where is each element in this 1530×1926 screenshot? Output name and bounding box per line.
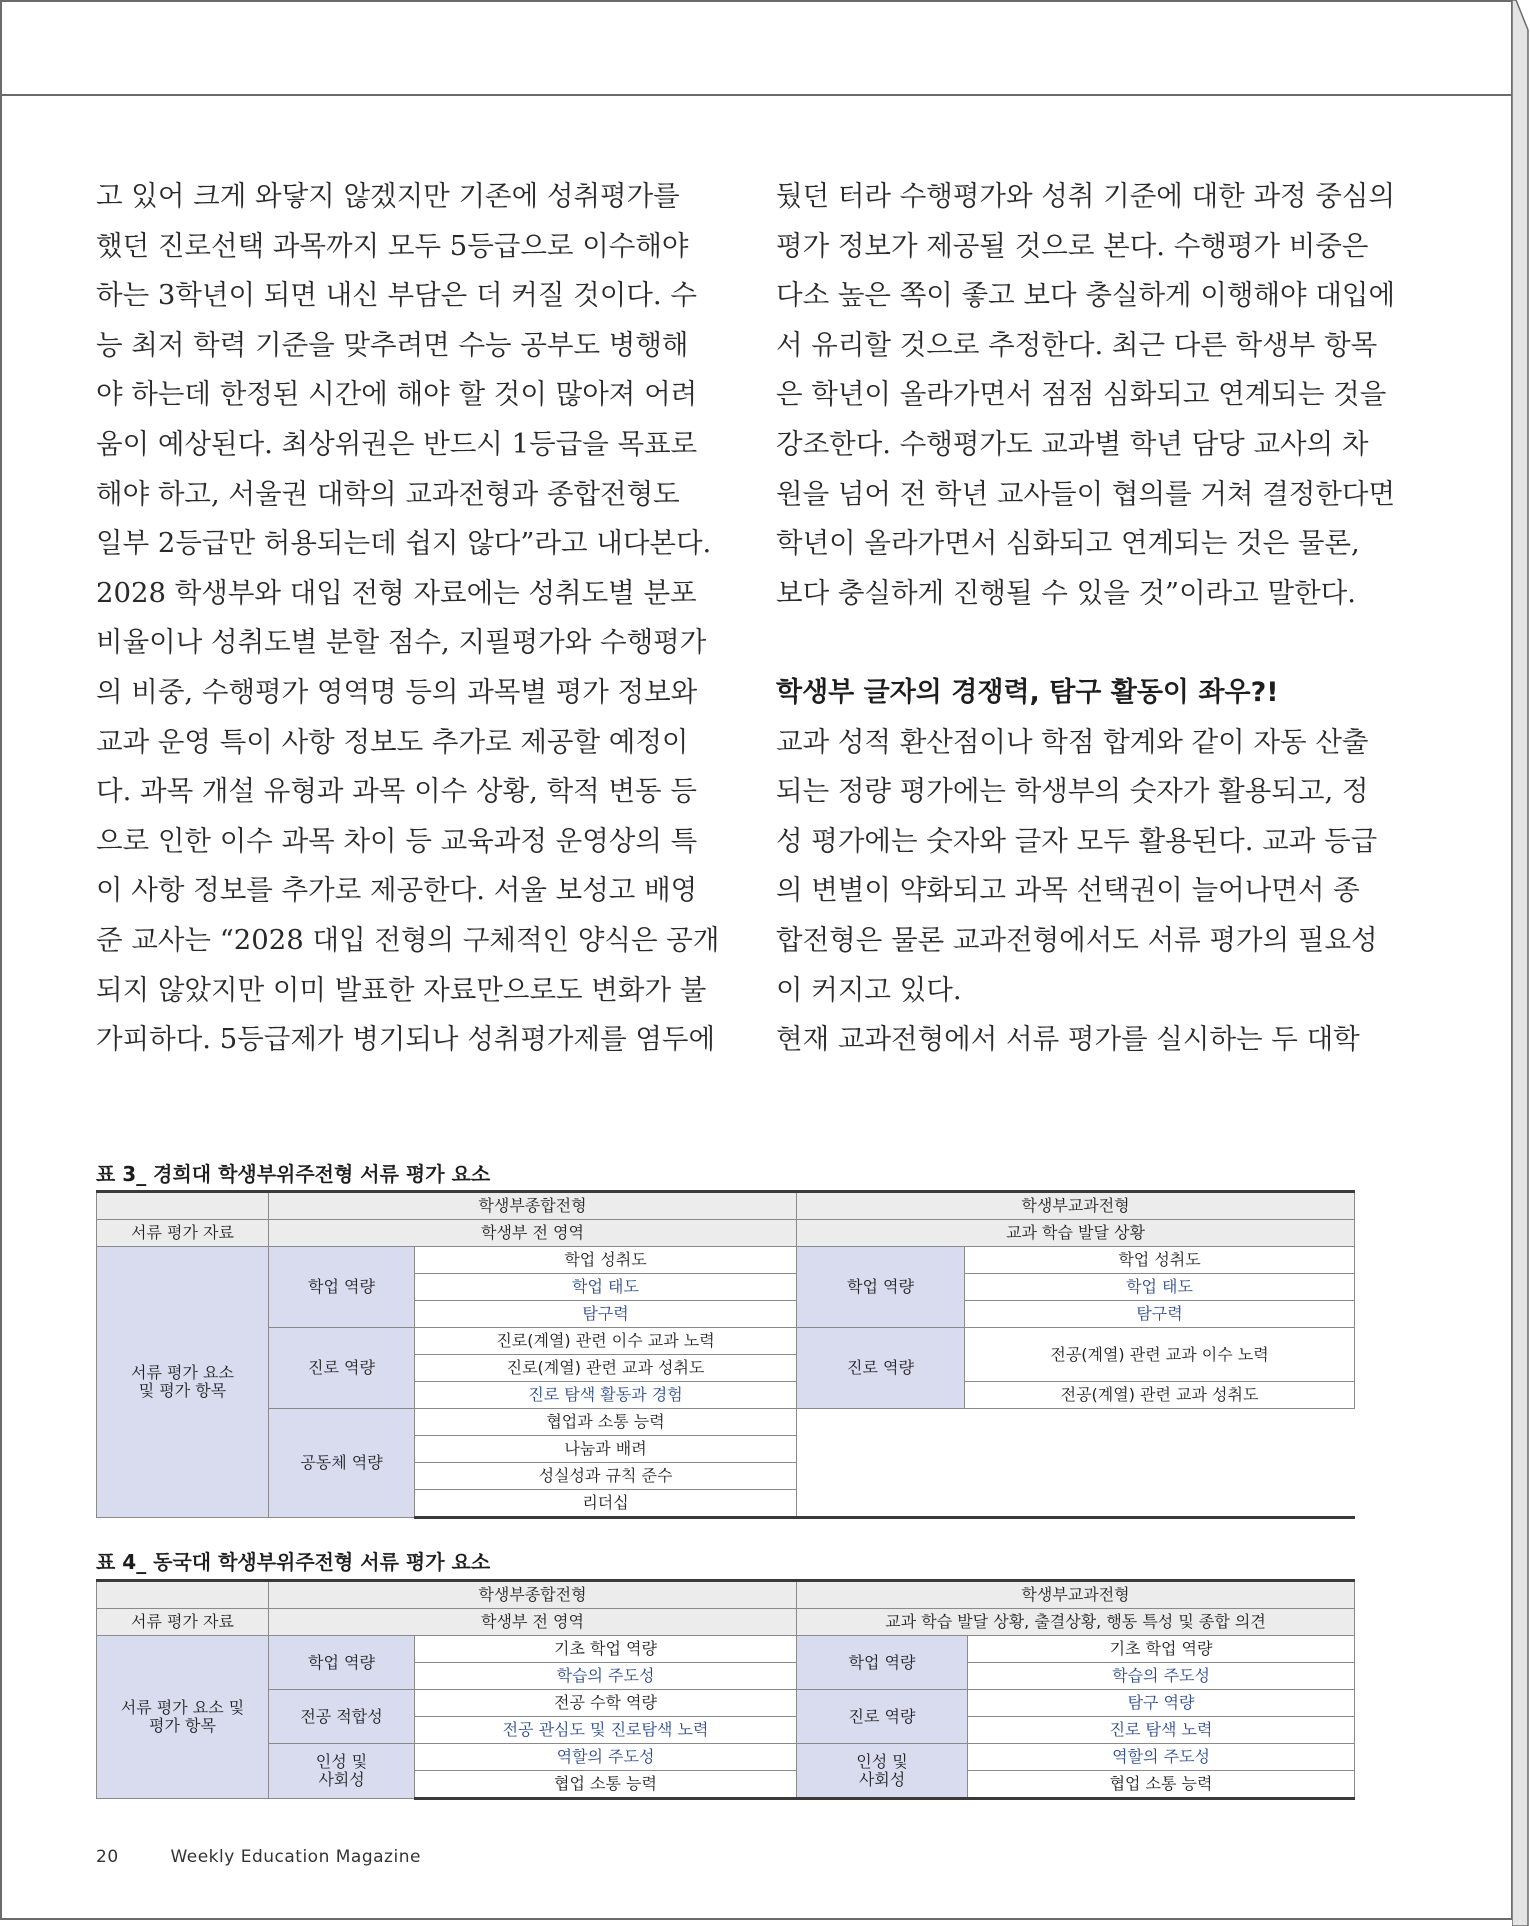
table3-cell: 진로(계열) 관련 교과 성취도 — [415, 1355, 797, 1382]
table3-row-elements-label: 서류 평가 요소 및 평가 항목 — [97, 1247, 269, 1518]
body-line: 뒀던 터라 수행평가와 성취 기준에 대한 과정 중심의 — [776, 180, 1396, 212]
table3-comp-academic: 학업 역량 — [269, 1247, 415, 1328]
body-line: 야 하는데 한정된 시간에 해야 할 것이 많아져 어려 — [96, 378, 698, 411]
page-curl-edge — [1512, 0, 1530, 1926]
table3-cell: 학업 성취도 — [415, 1247, 797, 1274]
table3-row-material-label: 서류 평가 자료 — [97, 1220, 269, 1247]
table3-cell-highlight: 진로 탐색 활동과 경험 — [415, 1382, 797, 1409]
table4-subj-career: 진로 역량 — [797, 1690, 968, 1744]
table4-cell-highlight: 전공 관심도 및 진로탐색 노력 — [415, 1717, 797, 1744]
table4-material-subject: 교과 학습 발달 상황, 출결상황, 행동 특성 및 종합 의견 — [797, 1609, 1355, 1636]
table4-cell-highlight: 학습의 주도성 — [968, 1663, 1355, 1690]
table3-cell: 전공(계열) 관련 교과 성취도 — [965, 1382, 1355, 1409]
body-line: 원을 넘어 전 학년 교사들이 협의를 거쳐 결정한다면 — [776, 477, 1396, 510]
table4-comp-major: 전공 적합성 — [269, 1690, 415, 1744]
table3-cell-highlight: 탐구력 — [415, 1301, 797, 1328]
body-line: 하는 3학년이 되면 내신 부담은 더 커질 것이다. 수 — [96, 279, 697, 312]
table3 — [96, 1190, 1355, 1519]
table4-row-elements-label: 서류 평가 요소 및 평가 항목 — [97, 1636, 269, 1799]
body-line: 성 평가에는 숫자와 글자 모두 활용된다. 교과 등급 — [776, 824, 1378, 857]
page-number: 20 — [96, 1847, 119, 1867]
body-line: 강조한다. 수행평가도 교과별 학년 담당 교사의 차 — [776, 427, 1369, 460]
table3-cell-highlight: 학업 태도 — [965, 1274, 1355, 1301]
table3-comp-career: 진로 역량 — [269, 1328, 415, 1409]
table3-subj-career: 진로 역량 — [797, 1328, 965, 1409]
body-line: 2028 학생부와 대입 전형 자료에는 성취도별 분포 — [96, 576, 697, 609]
body-line: 평가 정보가 제공될 것으로 본다. 수행평가 비중은 — [776, 229, 1369, 262]
body-line: 고 있어 크게 와닿지 않겠지만 기존에 성취평가를 — [96, 180, 680, 212]
table3-cell: 나눔과 배려 — [415, 1436, 797, 1463]
body-line: 보다 충실하게 진행될 수 있을 것”이라고 말한다. — [776, 576, 1356, 609]
body-line: 움이 예상된다. 최상위권은 반드시 1등급을 목표로 — [96, 427, 698, 460]
table3-cell: 학업 성취도 — [965, 1247, 1355, 1274]
table4-cell-highlight: 역할의 주도성 — [968, 1744, 1355, 1771]
body-line: 은 학년이 올라가면서 점점 심화되고 연계되는 것을 — [776, 378, 1387, 411]
body-line: 으로 인한 이수 과목 차이 등 교육과정 운영상의 특 — [96, 824, 698, 857]
body-line: 의 변별이 약화되고 과목 선택권이 늘어나면서 종 — [776, 874, 1360, 907]
table4-comp-academic: 학업 역량 — [269, 1636, 415, 1690]
table3-cell: 진로(계열) 관련 이수 교과 노력 — [415, 1328, 797, 1355]
table3-cell: 성실성과 규칙 준수 — [415, 1463, 797, 1490]
table3-cell: 협업과 소통 능력 — [415, 1409, 797, 1436]
table3-cell-highlight: 탐구력 — [965, 1301, 1355, 1328]
table4-cell-highlight: 학습의 주도성 — [415, 1663, 797, 1690]
body-line: 일부 2등급만 허용되는데 쉽지 않다”라고 내다본다. — [96, 527, 712, 560]
body-line: 현재 교과전형에서 서류 평가를 실시하는 두 대학 — [776, 1023, 1360, 1056]
table4-material-comprehensive: 학생부 전 영역 — [269, 1609, 797, 1636]
table3-cell-highlight: 학업 태도 — [415, 1274, 797, 1301]
body-line: 다. 과목 개설 유형과 과목 이수 상황, 학적 변동 등 — [96, 775, 697, 808]
right-text-column — [776, 172, 1396, 1065]
table4-cell-highlight: 역할의 주도성 — [415, 1744, 797, 1771]
body-line: 가피하다. 5등급제가 병기되나 성취평가제를 염두에 — [96, 1023, 716, 1056]
left-text-column — [96, 172, 720, 1065]
top-rule — [0, 94, 1513, 96]
publication-name: Weekly Education Magazine — [170, 1847, 421, 1867]
table4-row-material-label: 서류 평가 자료 — [97, 1609, 269, 1636]
body-line: 해야 하고, 서울권 대학의 교과전형과 종합전형도 — [96, 477, 680, 510]
table4-cell: 전공 수학 역량 — [415, 1690, 797, 1717]
table3-header-comprehensive: 학생부종합전형 — [269, 1192, 797, 1220]
body-line: 의 비중, 수행평가 영역명 등의 과목별 평가 정보와 — [96, 675, 698, 708]
table4-cell-highlight: 진로 탐색 노력 — [968, 1717, 1355, 1744]
table3-material-comprehensive: 학생부 전 영역 — [269, 1220, 797, 1247]
table3-corner — [97, 1192, 269, 1220]
table4-cell: 협업 소통 능력 — [968, 1771, 1355, 1799]
table4 — [96, 1579, 1355, 1800]
body-line: 되지 않았지만 이미 발표한 자료만으로도 변화가 불 — [96, 973, 707, 1006]
body-line: 능 최저 학력 기준을 맞추려면 수능 공부도 병행해 — [96, 328, 689, 361]
table4-corner — [97, 1581, 269, 1609]
page-footer — [96, 1847, 421, 1867]
body-line: 비율이나 성취도별 분할 점수, 지필평가와 수행평가 — [96, 626, 707, 659]
body-line: 이 사항 정보를 추가로 제공한다. 서울 보성고 배영 — [96, 874, 698, 907]
table4-cell: 기초 학업 역량 — [415, 1636, 797, 1663]
table4-subj-academic: 학업 역량 — [797, 1636, 968, 1690]
body-line: 다소 높은 쪽이 좋고 보다 충실하게 이행해야 대입에 — [776, 279, 1396, 312]
table3-header-subject: 학생부교과전형 — [797, 1192, 1355, 1220]
body-line: 합전형은 물론 교과전형에서도 서류 평가의 필요성 — [776, 923, 1378, 956]
table4-cell: 기초 학업 역량 — [968, 1636, 1355, 1663]
body-line: 서 유리할 것으로 추정한다. 최근 다른 학생부 항목 — [776, 328, 1378, 361]
table4-cell-highlight: 탐구 역량 — [968, 1690, 1355, 1717]
body-line: 되는 정량 평가에는 학생부의 숫자가 활용되고, 정 — [776, 775, 1369, 808]
table3-material-subject: 교과 학습 발달 상황 — [797, 1220, 1355, 1247]
table4-comp-character: 인성 및 사회성 — [269, 1744, 415, 1799]
body-line: 이 커지고 있다. — [776, 973, 962, 1006]
table3-title: 표 3_ 경희대 학생부위주전형 서류 평가 요소 — [96, 1162, 491, 1186]
table3-cell: 전공(계열) 관련 교과 이수 노력 — [965, 1328, 1355, 1382]
table4-subj-character: 인성 및 사회성 — [797, 1744, 968, 1799]
body-line: 교과 운영 특이 사항 정보도 추가로 제공할 예정이 — [96, 725, 689, 758]
table4-header-comprehensive: 학생부종합전형 — [269, 1581, 797, 1609]
table3-cell: 리더십 — [415, 1490, 797, 1518]
body-line: 교과 성적 환산점이나 학점 합계와 같이 자동 산출 — [776, 725, 1369, 758]
body-line: 학년이 올라가면서 심화되고 연계되는 것은 물론, — [776, 527, 1360, 560]
body-line: 했던 진로선택 과목까지 모두 5등급으로 이수해야 — [96, 229, 689, 262]
table3-comp-community: 공동체 역량 — [269, 1409, 415, 1518]
paragraph-spacer — [776, 618, 1352, 668]
table3-empty-area — [797, 1409, 1355, 1518]
section-subheading: 학생부 글자의 경쟁력, 탐구 활동이 좌우?! — [776, 676, 1279, 708]
body-line: 준 교사는 “2028 대입 전형의 구체적인 양식은 공개 — [96, 923, 720, 956]
table3-subj-academic: 학업 역량 — [797, 1247, 965, 1328]
table4-cell: 협업 소통 능력 — [415, 1771, 797, 1799]
table4-title: 표 4_ 동국대 학생부위주전형 서류 평가 요소 — [96, 1550, 491, 1574]
table4-header-subject: 학생부교과전형 — [797, 1581, 1355, 1609]
